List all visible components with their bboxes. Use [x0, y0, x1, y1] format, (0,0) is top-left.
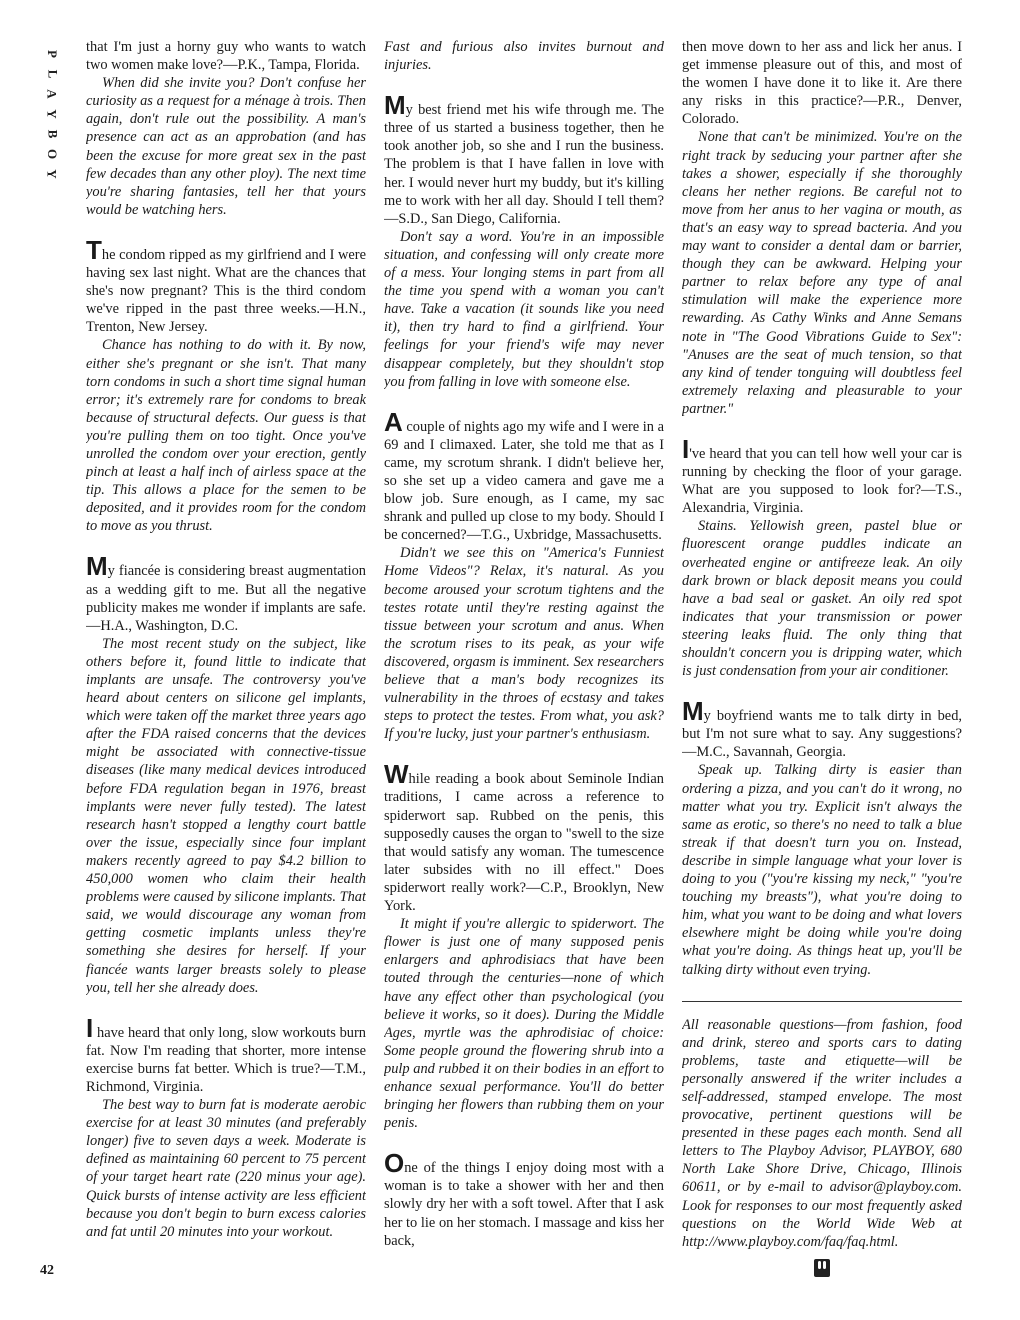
submission-note: All reasonable questions—from fashion, food and drink, stereo and sports cars to dating problems, taste and etiquette—will be personally answered if the writer includes a self-addressed, stamped envelope. The most provocative, pertinent questions will be presented in these pages each month. Send all letters to The Playboy Advisor, PLAYBOY, 680 North Lake Shore Drive, Chicago, Illinois 60611, or by e-mail to advisor@playboy.com. Look for responses to our most frequently asked questions on the World Wide Web at http://www.playboy.com/faq/faq.html.	[682, 1016, 962, 1250]
answer-text: Don't say a word. You're in an impossible situation, and confessing will only create more of a mess. Your longing stems in part from all the time you spend with a woman you can't have. Take a vacation (it sounds like you need it), then try hard to find a girlfriend. Your feelings for your friend's wife may never disappear completely, but they shouldn't stop you from falling in love with someone else.	[384, 228, 664, 390]
advice-entry	[384, 406, 664, 744]
advice-entry	[86, 551, 366, 996]
advice-entry	[384, 1148, 664, 1249]
advice-entry	[682, 38, 962, 418]
sidebar-letter: P	[44, 50, 60, 58]
advice-entry	[384, 38, 664, 74]
question	[682, 696, 962, 761]
answer-text: It might if you're allergic to spiderwort. The flower is just one of many supposed penis enlargers and aphrodisiacs that have been touted through the centuries—none of which have any effect other than psychological (you believe it works, so it does). During the Middle Ages, myrtle was the aphrodisiac of choice: Some people ground the flowering shrub into a pulp and rubbed it on their bodies in an effort to enhance sexual performance. You'll do better bringing her flowers than rubbing them on your penis.	[384, 916, 664, 1132]
page-number: 42	[40, 1263, 54, 1278]
answer-text: Stains. Yellowish green, pastel blue or fluorescent orange puddles indicate an overheated engine or antifreeze leak. An oily dark brown or black deposit means you could have a bad seal or gasket. An oily red spot indicates that your transmission or power steering leaks fluid. The only thing that shouldn't concern you is dripping water, which is just condensation from your air conditioner.	[682, 518, 962, 680]
drop-cap: I	[86, 1012, 94, 1043]
sidebar-letter: A	[44, 89, 60, 99]
drop-cap: M	[86, 551, 108, 582]
question-text: then move down to her ass and lick her anus. I get immense pleasure out of this, and most of the women I have done it to like it. Are there any risks in this practice?—P.R., Denver, Colorado.	[682, 39, 962, 128]
drop-cap: W	[384, 759, 409, 790]
answer-text: The most recent study on the subject, like others before it, found little to indicate that implants are unsafe. The controversy you've heard about centers on silicone gel implants, which were taken off the market three years ago after the FDA raised concerns that the devices might be associated with connective-tissue diseases (like many medical devices introduced before FDA regulation began in 1976, breast implants were never fully tested). The latest research hasn't stopped a lengthy court battle over the issue, especially since four implant makers recently agreed to pay $4.2 billion to 450,000 women who claim their health problems were caused by silicone implants. That said, we would discourage any woman from getting cosmetic implants unless they're something she desires for herself. If your fiancée wants larger breasts solely to please you, tell her she already does.	[86, 635, 366, 996]
question	[86, 1012, 366, 1096]
question-text: y boyfriend wants me to talk dirty in bed, but I'm not sure what to say. Any suggestions?—M.C., Savannah, Georgia.	[682, 708, 962, 761]
question	[384, 1148, 664, 1249]
column-3	[682, 38, 962, 1288]
column-2	[384, 38, 664, 1288]
answer-text: Fast and furious also invites burnout and injuries.	[384, 39, 664, 74]
question	[384, 759, 664, 915]
advice-entry	[384, 90, 664, 391]
divider	[682, 1001, 962, 1002]
question	[86, 551, 366, 634]
answer-text: Speak up. Talking dirty is easier than ordering a pizza, and you can't do it wrong, no matter what you try. Explicit isn't always the same as erotic, so there's no need to talk a blue streak if that doesn't turn you on. Instead, describe in simple language what your lover is doing to you ("you're kissing my neck," "you're touching my breasts"), what you're doing to him, what you want to be doing and what lovers elsewhere might be doing while you're doing what you're doing. As things heat up, you'll be talking dirty without even trying.	[682, 762, 962, 978]
advice-entry	[86, 234, 366, 536]
advice-entry	[384, 759, 664, 1132]
advice-entry	[86, 38, 366, 219]
advice-entry	[682, 433, 962, 680]
question-text: hile reading a book about Seminole Indian traditions, I came across a reference to spiderwort sap. Rubbed on the penis, this supposedly causes the organ to "swell to the size that would satisfy any woman. The tumescence later subsides with no ill effect." Does spiderwort really work?—C.P., Brooklyn, New York.	[384, 771, 664, 915]
answer-text: The best way to burn fat is moderate aerobic exercise for at least 30 minutes (and preferably longer) five to seven days a week. Moderate is defined as maintaining 60 percent to 75 percent of your target heart rate (220 minus your age). Quick bursts of intense activity are less efficient because you don't begin to burn excess calories and fat until 20 minutes into your workout.	[86, 1097, 366, 1240]
advice-entry	[86, 1012, 366, 1241]
question-text: ne of the things I enjoy doing most with a woman is to take a shower with her and then slowly dry her with a soft towel. After that I ask her to lie on her stomach. I massage and kiss her back,	[384, 1160, 664, 1249]
column-1	[86, 38, 366, 1288]
question	[86, 234, 366, 336]
answer-text: Chance has nothing to do with it. By now, either she's pregnant or she isn't. That many torn condoms in such a short time signal human error; it's extremely rare for condoms to break because of structural defects. Our guess is that you're pulling them on too tight. Once you've unrolled the condom over your erection, gently pinch at least a half inch of airless space at the tip. This allows a place for the semen to be deposited, and it provides room for the condom to move as you thrust.	[86, 337, 366, 535]
sidebar-letter: B	[44, 129, 60, 139]
question-text: 've heard that you can tell how well your car is running by checking the floor of your garage. What are you supposed to look for?—T.S., Alexandria, Virginia.	[682, 445, 962, 517]
answer-text: When did she invite you? Don't confuse her curiosity as a request for a ménage à trois. Then again, don't rule out the possibility. A man's presence can act as an approbation (and has been the excuse for more great sex in the past few decades than any other ploy). The next time you're sharing fantasies, tell her that yours would be watching hers.	[86, 75, 366, 218]
question-text: that I'm just a horny guy who wants to watch two women make love?—P.K., Tampa, Florida.	[86, 39, 366, 74]
magazine-sidebar-title	[36, 44, 68, 184]
question	[384, 90, 664, 228]
drop-cap: M	[384, 90, 406, 121]
sidebar-letter: L	[44, 69, 60, 79]
question	[384, 406, 664, 545]
question-text: y best friend met his wife through me. The three of us started a business together, then he took another job, so she and I run the business. The problem is that I have fallen in love with her. I would never hurt my buddy, but it's killing me to work with her all day. Should I tell them?—S.D., San Diego, California.	[384, 102, 664, 227]
drop-cap: I	[682, 433, 690, 464]
question-text: y fiancée is considering breast augmentation as a wedding gift to me. But all the negative publicity makes me wonder if implants are safe.—H.A., Washington, D.C.	[86, 563, 366, 634]
answer-text: None that can't be minimized. You're on the right track by seducing your partner after she takes a shower, especially if she thoroughly cleans her nether regions. Be careful not to move from her anus to her vagina or mouth, as that's an easy way to spread bacteria. And you may want to consider a dental dam or barrier, though they can be awkward. Helping your partner to relax before any type of anal stimulation will make the experience more rewarding. As Cathy Winks and Anne Semans note in "The Good Vibrations Guide to Sex": "Anuses are the seat of much tension, so that any kind of tender tonguing will doubtless feel extremely relaxing and pleasurable to your partner."	[682, 129, 962, 417]
drop-cap: T	[86, 234, 102, 265]
sidebar-letter: Y	[44, 169, 60, 179]
sidebar-letter: Y	[44, 109, 60, 119]
advice-entry	[682, 696, 962, 978]
drop-cap: A	[384, 406, 403, 437]
bunny-logo-icon	[814, 1259, 830, 1277]
sidebar-letter: O	[45, 148, 60, 160]
question-text: have heard that only long, slow workouts burn fat. Now I'm reading that shorter, more intense exercise burns fat better. Which is true?—T.M., Richmond, Virginia.	[86, 1024, 366, 1095]
drop-cap: O	[384, 1148, 405, 1179]
question-text: he condom ripped as my girlfriend and I were having sex last night. What are the chances that she's now pregnant? This is the third condom we've ripped in the past three weeks.—H.N., Trenton, New Jersey.	[86, 246, 366, 336]
answer-text: Didn't we see this on "America's Funniest Home Videos"? Relax, it's natural. As you become aroused your scrotum tightens and the testes rotate until they're resting against the tissue between your scrotum and anus. When the scrotum rises to its peak, as your wife discovered, orgasm is imminent. Sex researchers believe that a man's body recognizes its vulnerability in the throes of ecstasy and takes steps to protect the testes. From what, you ask? If you're lucky, just your partner's enthusiasm.	[384, 545, 664, 743]
question-text: couple of nights ago my wife and I were in a 69 and I climaxed. Later, she told me that as I came, my scrotum shrank. I didn't believe her, so she set up a video camera and gave me a blow job. Sure enough, as I came, my sac shrank and pulled up close to my body. Should I be concerned?—T.G., Uxbridge, Massachusetts.	[384, 418, 664, 544]
question	[682, 433, 962, 517]
drop-cap: M	[682, 696, 704, 727]
